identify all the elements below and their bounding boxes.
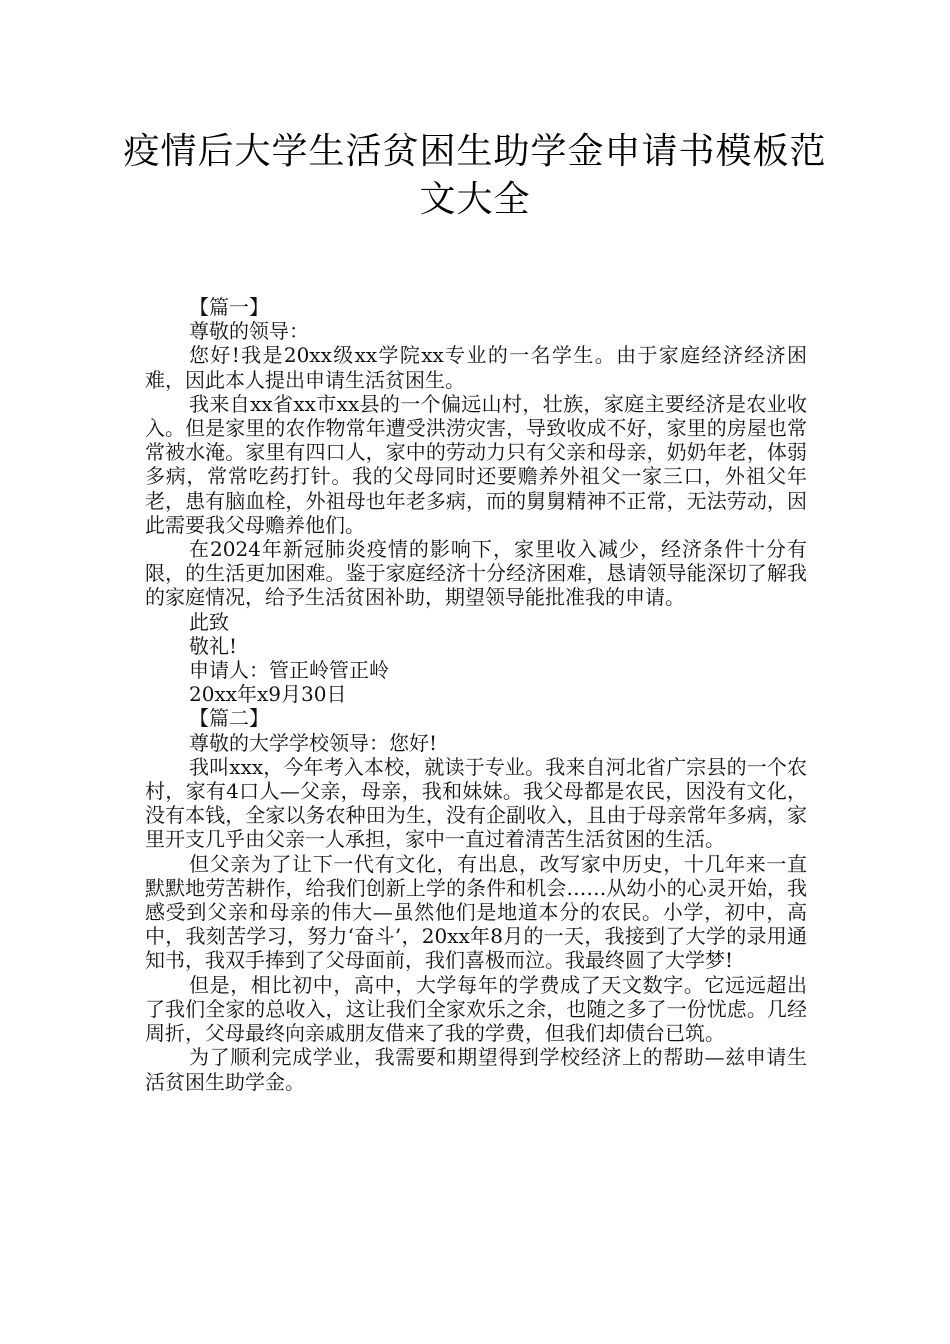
- body-paragraph: 但是，相比初中，高中，大学每年的学费成了天文数字。它远远超出了我们全家的总收入，这让我们全家欢乐之余，也随之多了一份忧虑。几经周折，父母最终向亲戚朋友借来了我的学费，但我们却债台已筑。: [145, 972, 807, 1046]
- body-paragraph: 但父亲为了让下一代有文化，有出息，改写家中历史，十几年来一直默默地劳苦耕作，给我们创新上学的条件和机会……从幼小的心灵开始，我感受到父亲和母亲的伟大—虽然他们是地道本分的农民。小学，初中，高中，我刻苦学习，努力‘奋斗’，20xx年8月的一天，我接到了大学的录用通知书，我双手捧到了父母面前，我们喜极而泣。我最终圆了大学梦!: [145, 851, 807, 973]
- section-heading-1: 【篇一】: [189, 295, 269, 319]
- body-paragraph: 我来自xx省xx市xx县的一个偏远山村，壮族，家庭主要经济是农业收入。但是家里的农作物常年遭受洪涝灾害，导致收成不好，家里的房屋也常常被水淹。家里有四口人，家中的劳动力只有父亲和母亲，奶奶年老，体弱多病，常常吃药打针。我的父母同时还要赡养外祖父一家三口，外祖父年老，患有脑血栓，外祖母也年老多病，而的舅舅精神不正常，无法劳动，因此需要我父母赡养他们。: [145, 391, 807, 537]
- document-body: [145, 295, 807, 1094]
- closing-line: 敬礼!: [189, 633, 238, 658]
- salutation-2: 尊敬的大学学校领导：您好!: [189, 730, 438, 755]
- document-title: 疫情后大学生活贫困生助学金申请书模板范文大全: [123, 131, 827, 220]
- closing-line: 此致: [189, 609, 229, 634]
- body-paragraph: 为了顺利完成学业，我需要和期望得到学校经济上的帮助—兹申请生活贫困生助学金。: [145, 1045, 807, 1094]
- section-heading-2: 【篇二】: [189, 706, 269, 731]
- body-paragraph: 我叫xxx，今年考入本校，就读于专业。我来自河北省广宗县的一个农村，家有4口人—父亲，母亲，我和妹妹。我父母都是农民，因没有文化，没有本钱，全家以务农种田为生，没有企副收入，且由于母亲常年多病，家里开支几乎由父亲一人承担，家中一直过着清苦生活贫困的生活。: [145, 754, 807, 852]
- body-paragraph: 您好!我是20xx级xx学院xx专业的一名学生。由于家庭经济经济困难，因此本人提出申请生活贫困生。: [145, 343, 807, 392]
- application-date: 20xx年x9月30日: [189, 682, 347, 707]
- applicant-signature: 申请人：管正岭管正岭: [189, 658, 389, 683]
- salutation-1: 尊敬的领导：: [189, 319, 309, 344]
- body-paragraph: 在2024年新冠肺炎疫情的影响下，家里收入减少，经济条件十分有限，的生活更加困难。鉴于家庭经济十分经济困难，恳请领导能深切了解我的家庭情况，给予生活贫困补助，期望领导能批准我的申请。: [145, 537, 807, 610]
